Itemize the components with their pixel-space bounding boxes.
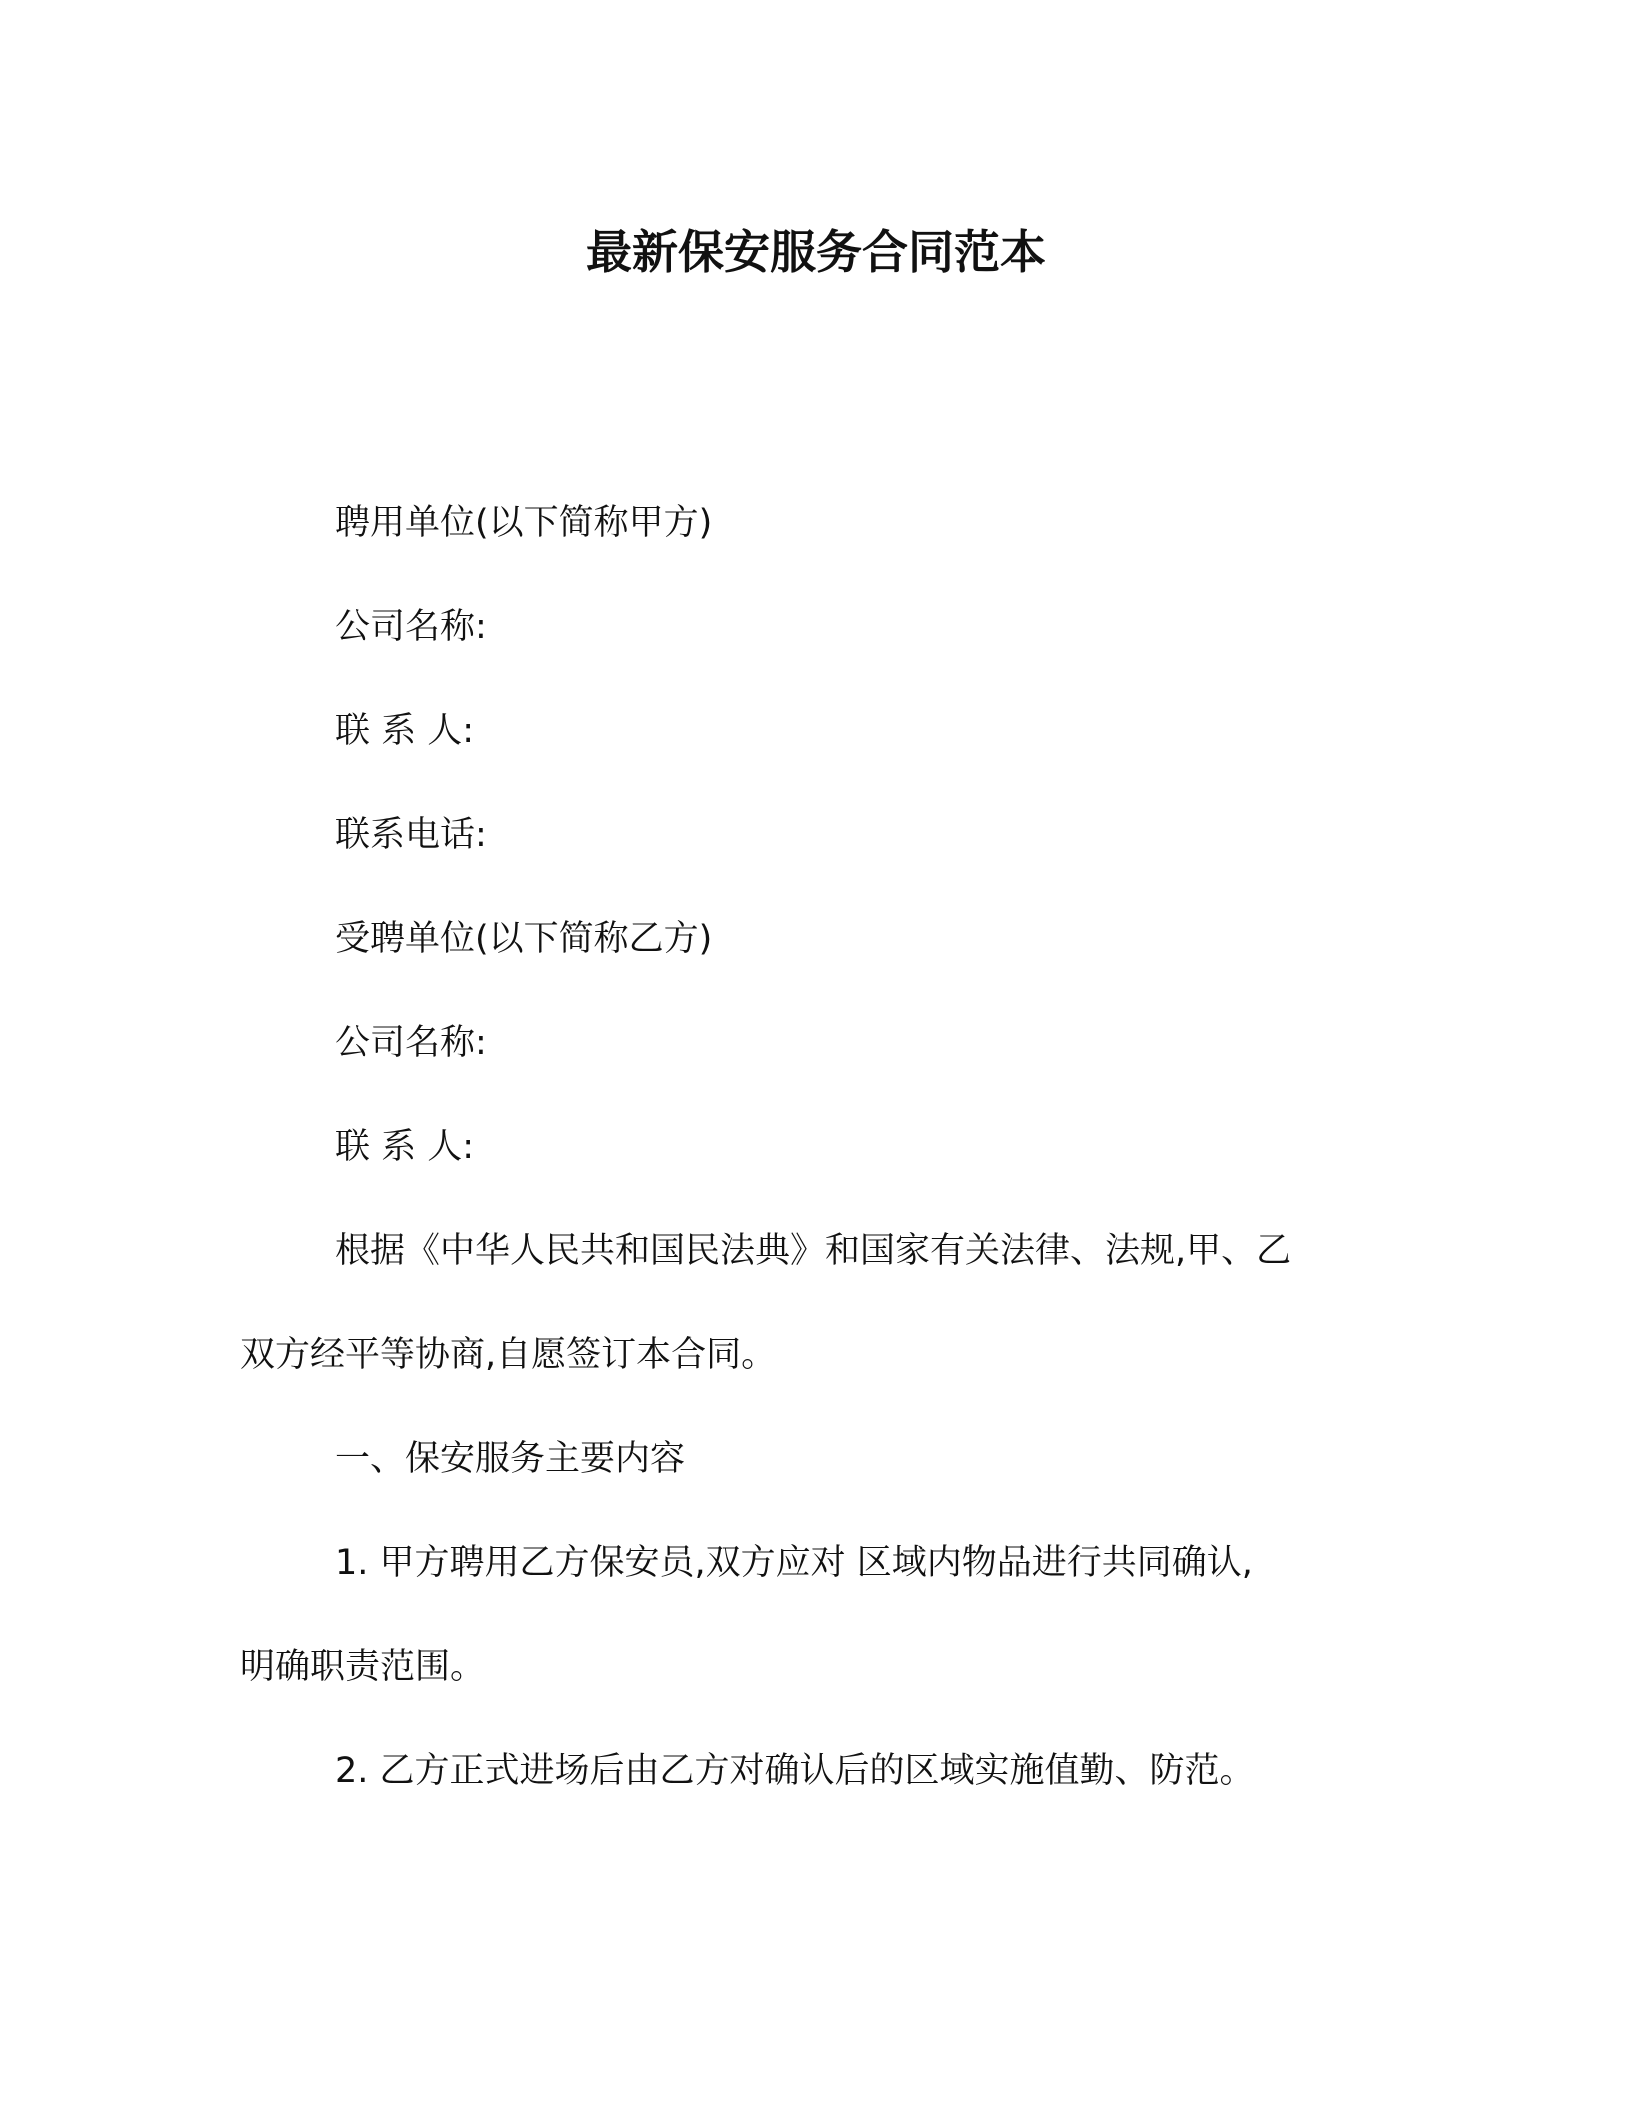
clause-1-line-2: 明确职责范围。 <box>240 1647 486 1687</box>
section-1-heading: 一、保安服务主要内容 <box>335 1439 686 1479</box>
party-a-contact-person: 联 系 人: <box>335 711 475 751</box>
document-title: 最新保安服务合同范本 <box>586 225 1046 279</box>
party-a-heading: 聘用单位(以下简称甲方) <box>335 503 713 543</box>
document-body <box>240 471 1390 1823</box>
clause-1-line-1: 1. 甲方聘用乙方保安员,双方应对 区域内物品进行共同确认, <box>335 1543 1253 1583</box>
party-b-contact-person: 联 系 人: <box>335 1127 475 1167</box>
party-b-company-name: 公司名称: <box>335 1023 487 1063</box>
party-a-company-name: 公司名称: <box>335 607 487 647</box>
preamble-line-1: 根据《中华人民共和国民法典》和国家有关法律、法规,甲、乙 <box>335 1231 1292 1271</box>
clause-2-line-1: 2. 乙方正式进场后由乙方对确认后的区域实施值勤、防范。 <box>335 1751 1255 1791</box>
party-b-heading: 受聘单位(以下简称乙方) <box>335 919 713 959</box>
preamble-line-2: 双方经平等协商,自愿签订本合同。 <box>240 1335 777 1375</box>
party-a-phone: 联系电话: <box>335 815 487 855</box>
